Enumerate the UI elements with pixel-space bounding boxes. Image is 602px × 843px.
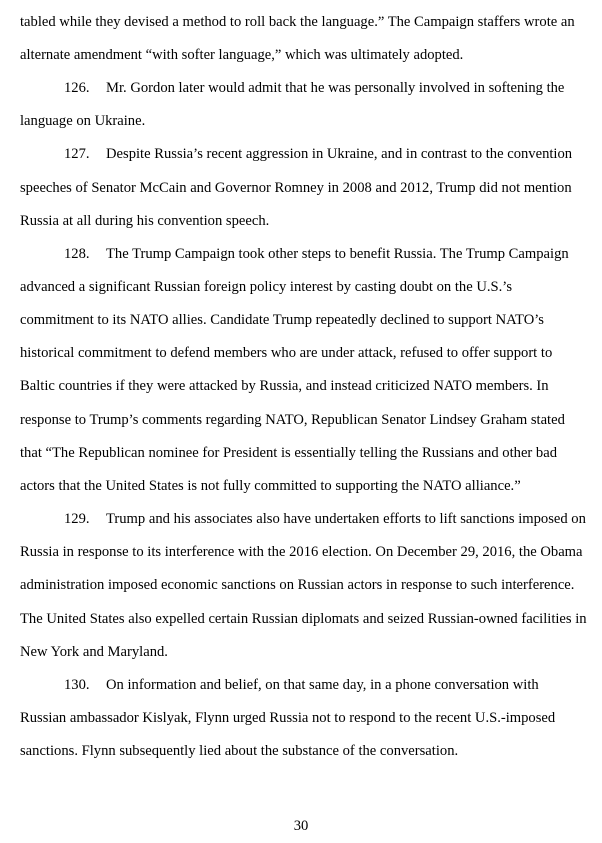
text-line: Despite Russia’s recent aggression in Ukraine, and in contrast to the convention [106, 146, 573, 162]
paragraph-first-line [64, 677, 539, 693]
text-line: The Trump Campaign took other steps to benefit Russia. The Trump Campaign [106, 246, 569, 262]
text-line: Russia at all during his convention speech. [20, 213, 270, 229]
text-line: historical commitment to defend members who are under attack, refused to offer support to [20, 345, 553, 361]
text-line: Baltic countries if they were attacked by Russia, and instead criticized NATO members. In [20, 378, 549, 394]
text-line: commitment to its NATO allies. Candidate Trump repeatedly declined to support NATO’s [20, 312, 544, 328]
text-line: tabled while they devised a method to roll back the language.” The Campaign staffers wrote an [20, 14, 575, 30]
paragraph-first-line [64, 511, 586, 527]
text-line: actors that the United States is not fully committed to supporting the NATO alliance.” [20, 478, 521, 494]
text-line: administration imposed economic sanctions on Russian actors in response to such interference. [20, 577, 575, 593]
text-line: sanctions. Flynn subsequently lied about the substance of the conversation. [20, 743, 459, 759]
paragraph-number: 128. [64, 246, 90, 262]
text-line: Russian ambassador Kislyak, Flynn urged Russia not to respond to the recent U.S.-imposed [20, 710, 556, 726]
paragraph-first-line [64, 80, 564, 96]
paragraph-number: 130. [64, 677, 90, 693]
text-line: Trump and his associates also have undertaken efforts to lift sanctions imposed on [106, 511, 586, 527]
text-line: advanced a significant Russian foreign policy interest by casting doubt on the U.S.’s [20, 279, 513, 295]
page-number: 30 [293, 818, 309, 834]
text-line: response to Trump’s comments regarding NATO, Republican Senator Lindsey Graham stated [20, 412, 565, 428]
text-line: Mr. Gordon later would admit that he was personally involved in softening the [106, 80, 565, 96]
paragraph-first-line [64, 146, 572, 162]
text-line: that “The Republican nominee for President is essentially telling the Russians and other bad [20, 445, 558, 461]
text-line: alternate amendment “with softer language,” which was ultimately adopted. [20, 47, 464, 63]
paragraph-number: 127. [64, 146, 90, 162]
text-line: language on Ukraine. [20, 113, 146, 129]
text-line: New York and Maryland. [20, 644, 168, 660]
text-line: speeches of Senator McCain and Governor Romney in 2008 and 2012, Trump did not mention [20, 180, 572, 196]
text-line: On information and belief, on that same day, in a phone conversation with [106, 677, 539, 693]
paragraph-number: 129. [64, 511, 90, 527]
paragraph-first-line [64, 246, 569, 262]
text-line: The United States also expelled certain Russian diplomats and seized Russian-owned facilities in [20, 611, 587, 627]
text-line: Russia in response to its interference with the 2016 election. On December 29, 2016, the Obama [20, 544, 583, 560]
paragraph-number: 126. [64, 80, 90, 96]
